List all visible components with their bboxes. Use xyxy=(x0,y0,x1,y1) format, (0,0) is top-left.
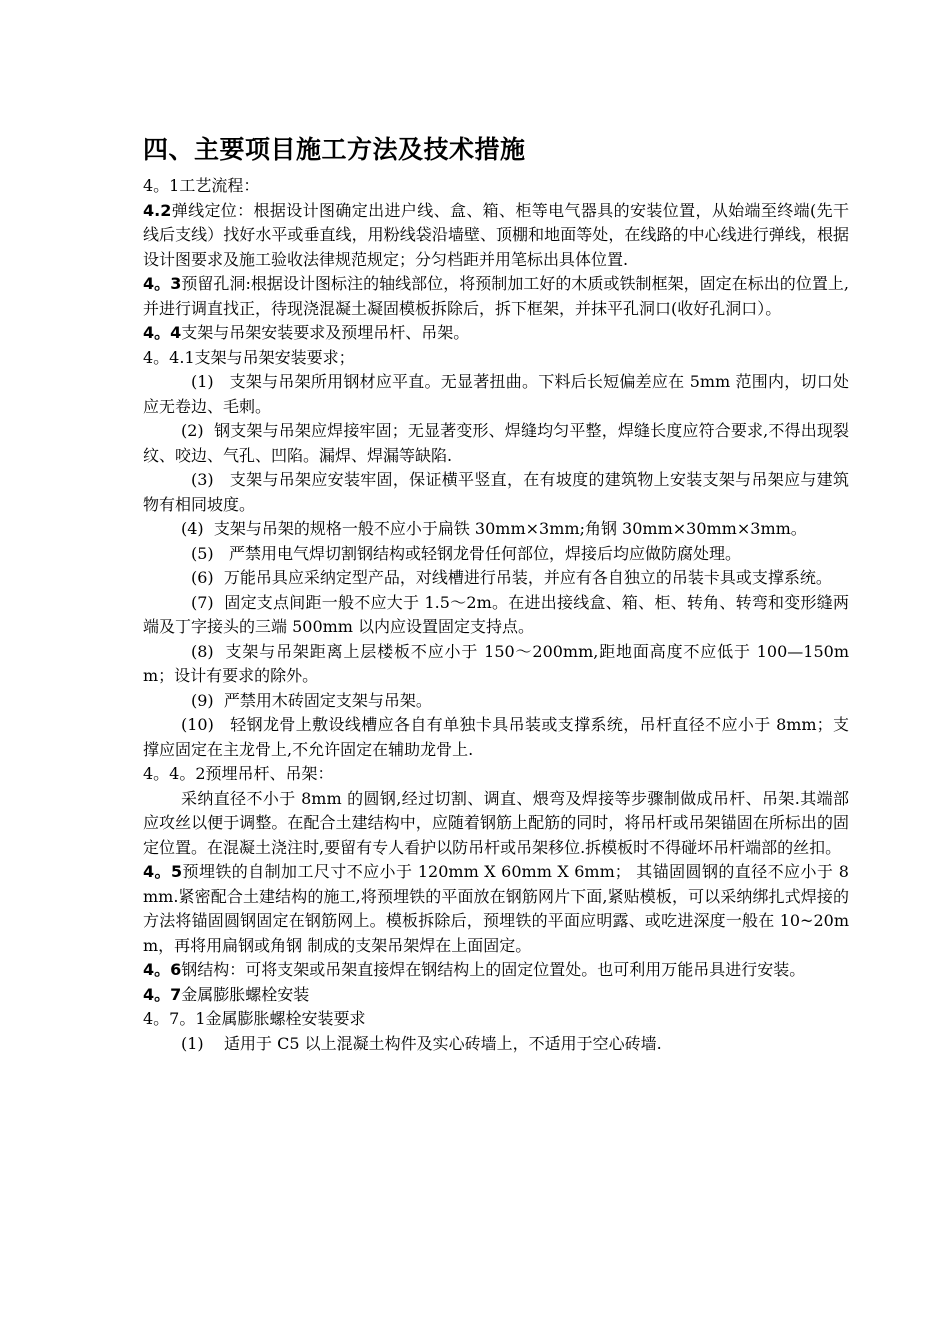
item-number: (5) xyxy=(191,543,214,563)
list-item-5 xyxy=(143,542,849,567)
item-number: (6) xyxy=(191,568,214,587)
paragraph-number: 4。7。1 xyxy=(143,1009,206,1028)
paragraph-4-1 xyxy=(143,174,849,199)
item-text: 轻钢龙骨上敷设线槽应各自有单独卡具吊装或支撑系统，吊杆直径不应小于 8mm；支撑应固定在主龙骨上,不允许固定在辅助龙骨上. xyxy=(143,715,849,759)
paragraph-text: 支架与吊架安装要求及预埋吊杆、吊架。 xyxy=(181,323,470,342)
list-item-c5 xyxy=(143,1032,849,1057)
list-item-4 xyxy=(143,517,849,542)
item-text: 万能吊具应采纳定型产品，对线槽进行吊装，并应有各自独立的吊装卡具或支撑系统。 xyxy=(223,568,832,587)
item-text: 严禁用电气焊切割钢结构或轻钢龙骨任何部位，焊接后均应做防腐处理。 xyxy=(228,543,741,563)
paragraph-4-6 xyxy=(143,958,849,983)
item-number: (2) xyxy=(181,421,204,440)
paragraph-4-3 xyxy=(143,272,849,321)
item-number: (9) xyxy=(191,690,214,710)
item-number: (8) xyxy=(191,641,214,661)
item-text: 钢支架与吊架应焊接牢固；无显著变形、焊缝均匀平整，焊缝长度应符合要求,不得出现裂纹、咬边、气孔、凹陷。漏焊、焊漏等缺陷. xyxy=(143,421,849,465)
paragraph-number: 4。7 xyxy=(143,984,182,1004)
paragraph-text: 采纳直径不小于 8mm 的圆钢,经过切割、调直、煨弯及焊接等步骤制做成吊杆、吊架.其端部应攻丝以便于调整。在配合土建结构中，应随着钢筋上配筋的同时，将吊杆或吊架锚固在所标出的固定位置。在混凝土浇注时,要留有专人看护以防吊杆或吊架移位.拆模板时不得碰坏吊杆端部的丝扣。 xyxy=(143,788,849,857)
paragraph-number: 4。4.1 xyxy=(143,347,195,367)
paragraph-text: 工艺流程： xyxy=(179,176,260,195)
paragraph-text: 金属膨胀螺栓安装 xyxy=(181,984,310,1004)
paragraph-4-5 xyxy=(143,860,849,958)
list-item-1 xyxy=(143,370,849,419)
paragraph-text: 预埋吊杆、吊架： xyxy=(205,764,334,783)
paragraph-4-4 xyxy=(143,321,849,346)
list-item-3 xyxy=(143,468,849,517)
paragraph-number: 4。4。2 xyxy=(143,764,206,783)
item-number: (3) xyxy=(191,470,214,489)
paragraph-4-4-1 xyxy=(143,346,849,371)
item-text: 支架与吊架应安装牢固，保证横平竖直，在有坡度的建筑物上安装支架与吊架应与建筑物有相同坡度。 xyxy=(143,470,849,514)
list-item-10 xyxy=(143,713,849,762)
item-number: (1) xyxy=(181,1033,204,1053)
paragraph-4-2 xyxy=(143,199,849,273)
paragraph-text: 金属膨胀螺栓安装要求 xyxy=(205,1009,366,1028)
paragraph-text: 支架与吊架安装要求； xyxy=(194,347,355,367)
item-number: (10) xyxy=(181,715,214,734)
item-text: 适用于 C5 以上混凝土构件及实心砖墙上，不适用于空心砖墙. xyxy=(224,1033,662,1053)
list-item-2 xyxy=(143,419,849,468)
paragraph-4-7-1 xyxy=(143,1007,849,1032)
list-item-9 xyxy=(143,689,849,714)
paragraph-number: 4。4 xyxy=(143,323,182,342)
paragraph-text: 预留孔洞:根据设计图标注的轴线部位，将预制加工好的木质或铁制框架，固定在标出的位置上,并进行调直找正，待现浇混凝土凝固模板拆除后，拆下框架，并抹平孔洞口(收好孔洞口）。 xyxy=(143,274,849,318)
item-text: 固定支点间距一般不应大于 1.5～2m。在进出接线盒、箱、柜、转角、转弯和变形缝两端及丁字接头的三端 500mm 以内应设置固定支持点。 xyxy=(143,592,850,636)
list-item-8 xyxy=(143,640,849,689)
paragraph-number: 4。5 xyxy=(143,862,183,881)
paragraph-number: 4.2 xyxy=(143,200,172,220)
item-text: 严禁用木砖固定支架与吊架。 xyxy=(223,690,432,710)
paragraph-4-7 xyxy=(143,983,849,1008)
paragraph-text: 钢结构：可将支架或吊架直接焊在钢结构上的固定位置处。也可利用万能吊具进行安装。 xyxy=(181,960,806,979)
section-heading: 四、主要项目施工方法及技术措施 xyxy=(143,135,526,164)
item-text: 支架与吊架所用钢材应平直。无显著扭曲。下料后长短偏差应在 5mm 范围内，切口处应无卷边、毛刺。 xyxy=(143,372,849,416)
paragraph-body xyxy=(143,787,849,861)
paragraph-4-4-2 xyxy=(143,762,849,787)
item-text: 支架与吊架距离上层楼板不应小于 150～200mm,距地面高度不应低于 100—150mm；设计有要求的除外。 xyxy=(143,641,850,685)
item-text: 支架与吊架的规格一般不应小于扁铁 30mm×3mm;角钢 30mm×30mm×3mm。 xyxy=(213,519,807,538)
document-page xyxy=(143,132,849,1056)
list-item-7 xyxy=(143,591,849,640)
paragraph-number: 4。1 xyxy=(143,176,180,195)
list-item-6 xyxy=(143,566,849,591)
item-number: (7) xyxy=(191,592,214,612)
paragraph-text: 弹线定位：根据设计图确定出进户线、盒、箱、柜等电气器具的安装位置，从始端至终端(先干线后支线）找好水平或垂直线，用粉线袋沿墙壁、顶棚和地面等处，在线路的中心线进行弹线，根据设计图要求及施工验收法律规范规定；分匀档距并用笔标出具体位置. xyxy=(143,200,849,269)
item-number: (4) xyxy=(181,519,204,538)
item-number: (1) xyxy=(191,372,214,391)
paragraph-number: 4。3 xyxy=(143,274,182,293)
paragraph-text: 预埋铁的自制加工尺寸不应小于 120mm X 60mm X 6mm； 其锚固圆钢的直径不应小于 8mm.紧密配合土建结构的施工,将预埋铁的平面放在钢筋网片下面,紧贴模板，可以采纳绑扎式焊接的方法将锚固圆钢固定在钢筋网上。模板拆除后，预埋铁的平面应明露、或吃进深度一般在 10~20mm，再将用扁钢或角钢 制成的支架吊架焊在上面固定。 xyxy=(143,862,849,955)
paragraph-number: 4。6 xyxy=(143,960,182,979)
